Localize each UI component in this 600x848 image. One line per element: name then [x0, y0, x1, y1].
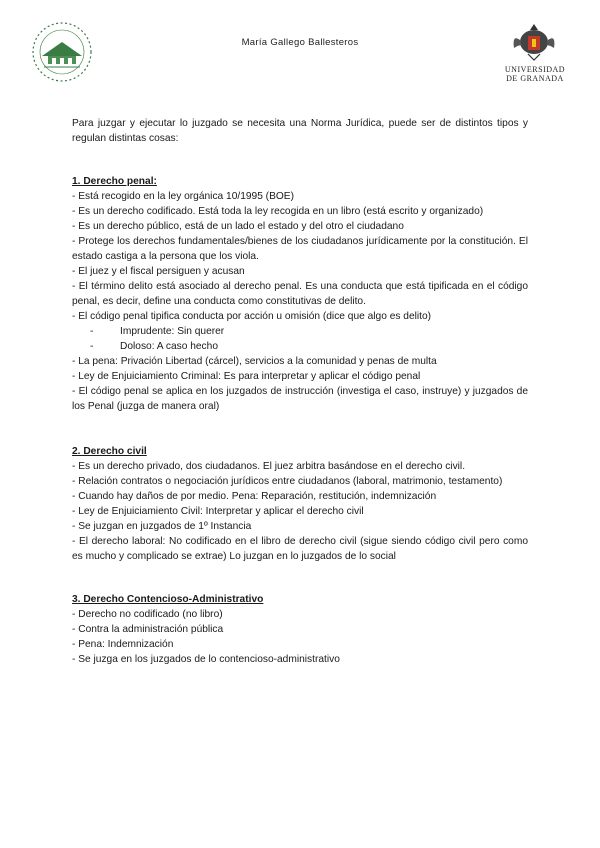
list-item: - Contra la administración pública: [72, 624, 224, 635]
university-name: [494, 65, 576, 83]
dash-marker: -: [90, 326, 94, 337]
sub-item-text: Imprudente: Sin querer: [120, 326, 225, 337]
list-item: - Es un derecho codificado. Está toda la ley recogida en un libro (está escrito y organizado): [72, 206, 484, 217]
list-item: - Es un derecho privado, dos ciudadanos. El juez arbitra basándose en el derecho civil.: [72, 461, 466, 472]
list-item: - El término delito está asociado al derecho penal. Es una conducta que está tipificada en el código penal, es decir, define una conducta como constitutivas de delito.: [72, 281, 528, 307]
list-item: - Ley de Enjuiciamiento Civil: Interpretar y aplicar el derecho civil: [72, 506, 364, 517]
section-title: 3. Derecho Contencioso-Administrativo: [72, 594, 264, 605]
list-item: - La pena: Privación Libertad (cárcel), servicios a la comunidad y penas de multa: [72, 356, 437, 367]
section-civil: [72, 444, 528, 564]
university-crest-logo: [508, 22, 560, 62]
list-item: - Pena: Indemnización: [72, 639, 174, 650]
sub-list-item: [72, 339, 528, 354]
list-item: - Ley de Enjuiciamiento Criminal: Es para interpretar y aplicar el código penal: [72, 371, 421, 382]
list-item: - El código penal se aplica en los juzgados de instrucción (investiga el caso, instruye) y juzgados de los Penal (juzga de manera oral): [72, 386, 528, 412]
dash-marker: -: [90, 341, 94, 352]
list-item: - Relación contratos o negociación jurídicos entre ciudadanos (laboral, matrimonio, testamento): [72, 476, 503, 487]
school-seal-logo: [30, 20, 94, 84]
list-item: - El juez y el fiscal persiguen y acusan: [72, 266, 245, 277]
list-item: - Es un derecho público, está de un lado el estado y del otro el ciudadano: [72, 221, 404, 232]
university-name-line1: UNIVERSIDAD: [504, 65, 566, 74]
document-body: [72, 116, 528, 667]
list-item: - Cuando hay daños de por medio. Pena: Reparación, restitución, indemnización: [72, 491, 437, 502]
list-item: - Protege los derechos fundamentales/bienes de los ciudadanos jurídicamente por la constitución. El estado castiga a la persona que los viola.: [72, 236, 528, 262]
section-penal: [72, 174, 528, 414]
university-name-line2: DE GRANADA: [506, 74, 564, 83]
list-item: - Derecho no codificado (no libro): [72, 609, 223, 620]
sub-list-item: [72, 324, 528, 339]
sub-item-text: Doloso: A caso hecho: [120, 341, 218, 352]
section-contencioso: [72, 592, 528, 667]
section-title: 1. Derecho penal:: [72, 176, 157, 187]
section-title: 2. Derecho civil: [72, 446, 147, 457]
author-name: María Gallego Ballesteros: [241, 37, 359, 48]
list-item: - El código penal tipifica conducta por acción u omisión (dice que algo es delito): [72, 311, 432, 322]
list-item: - Se juzgan en juzgados de 1º Instancia: [72, 521, 252, 532]
list-item: - El derecho laboral: No codificado en el libro de derecho civil (sigue siendo código civil pero como es mucho y complicado se extrae) Lo juzgan en lo juzgados de lo social: [72, 536, 528, 562]
list-item: - Se juzga en los juzgados de lo contencioso-administrativo: [72, 654, 340, 665]
list-item: - Está recogido en la ley orgánica 10/1995 (BOE): [72, 191, 294, 202]
intro-paragraph: Para juzgar y ejecutar lo juzgado se necesita una Norma Jurídica, puede ser de distintos tipos y regulan distintas cosas:: [72, 118, 528, 144]
